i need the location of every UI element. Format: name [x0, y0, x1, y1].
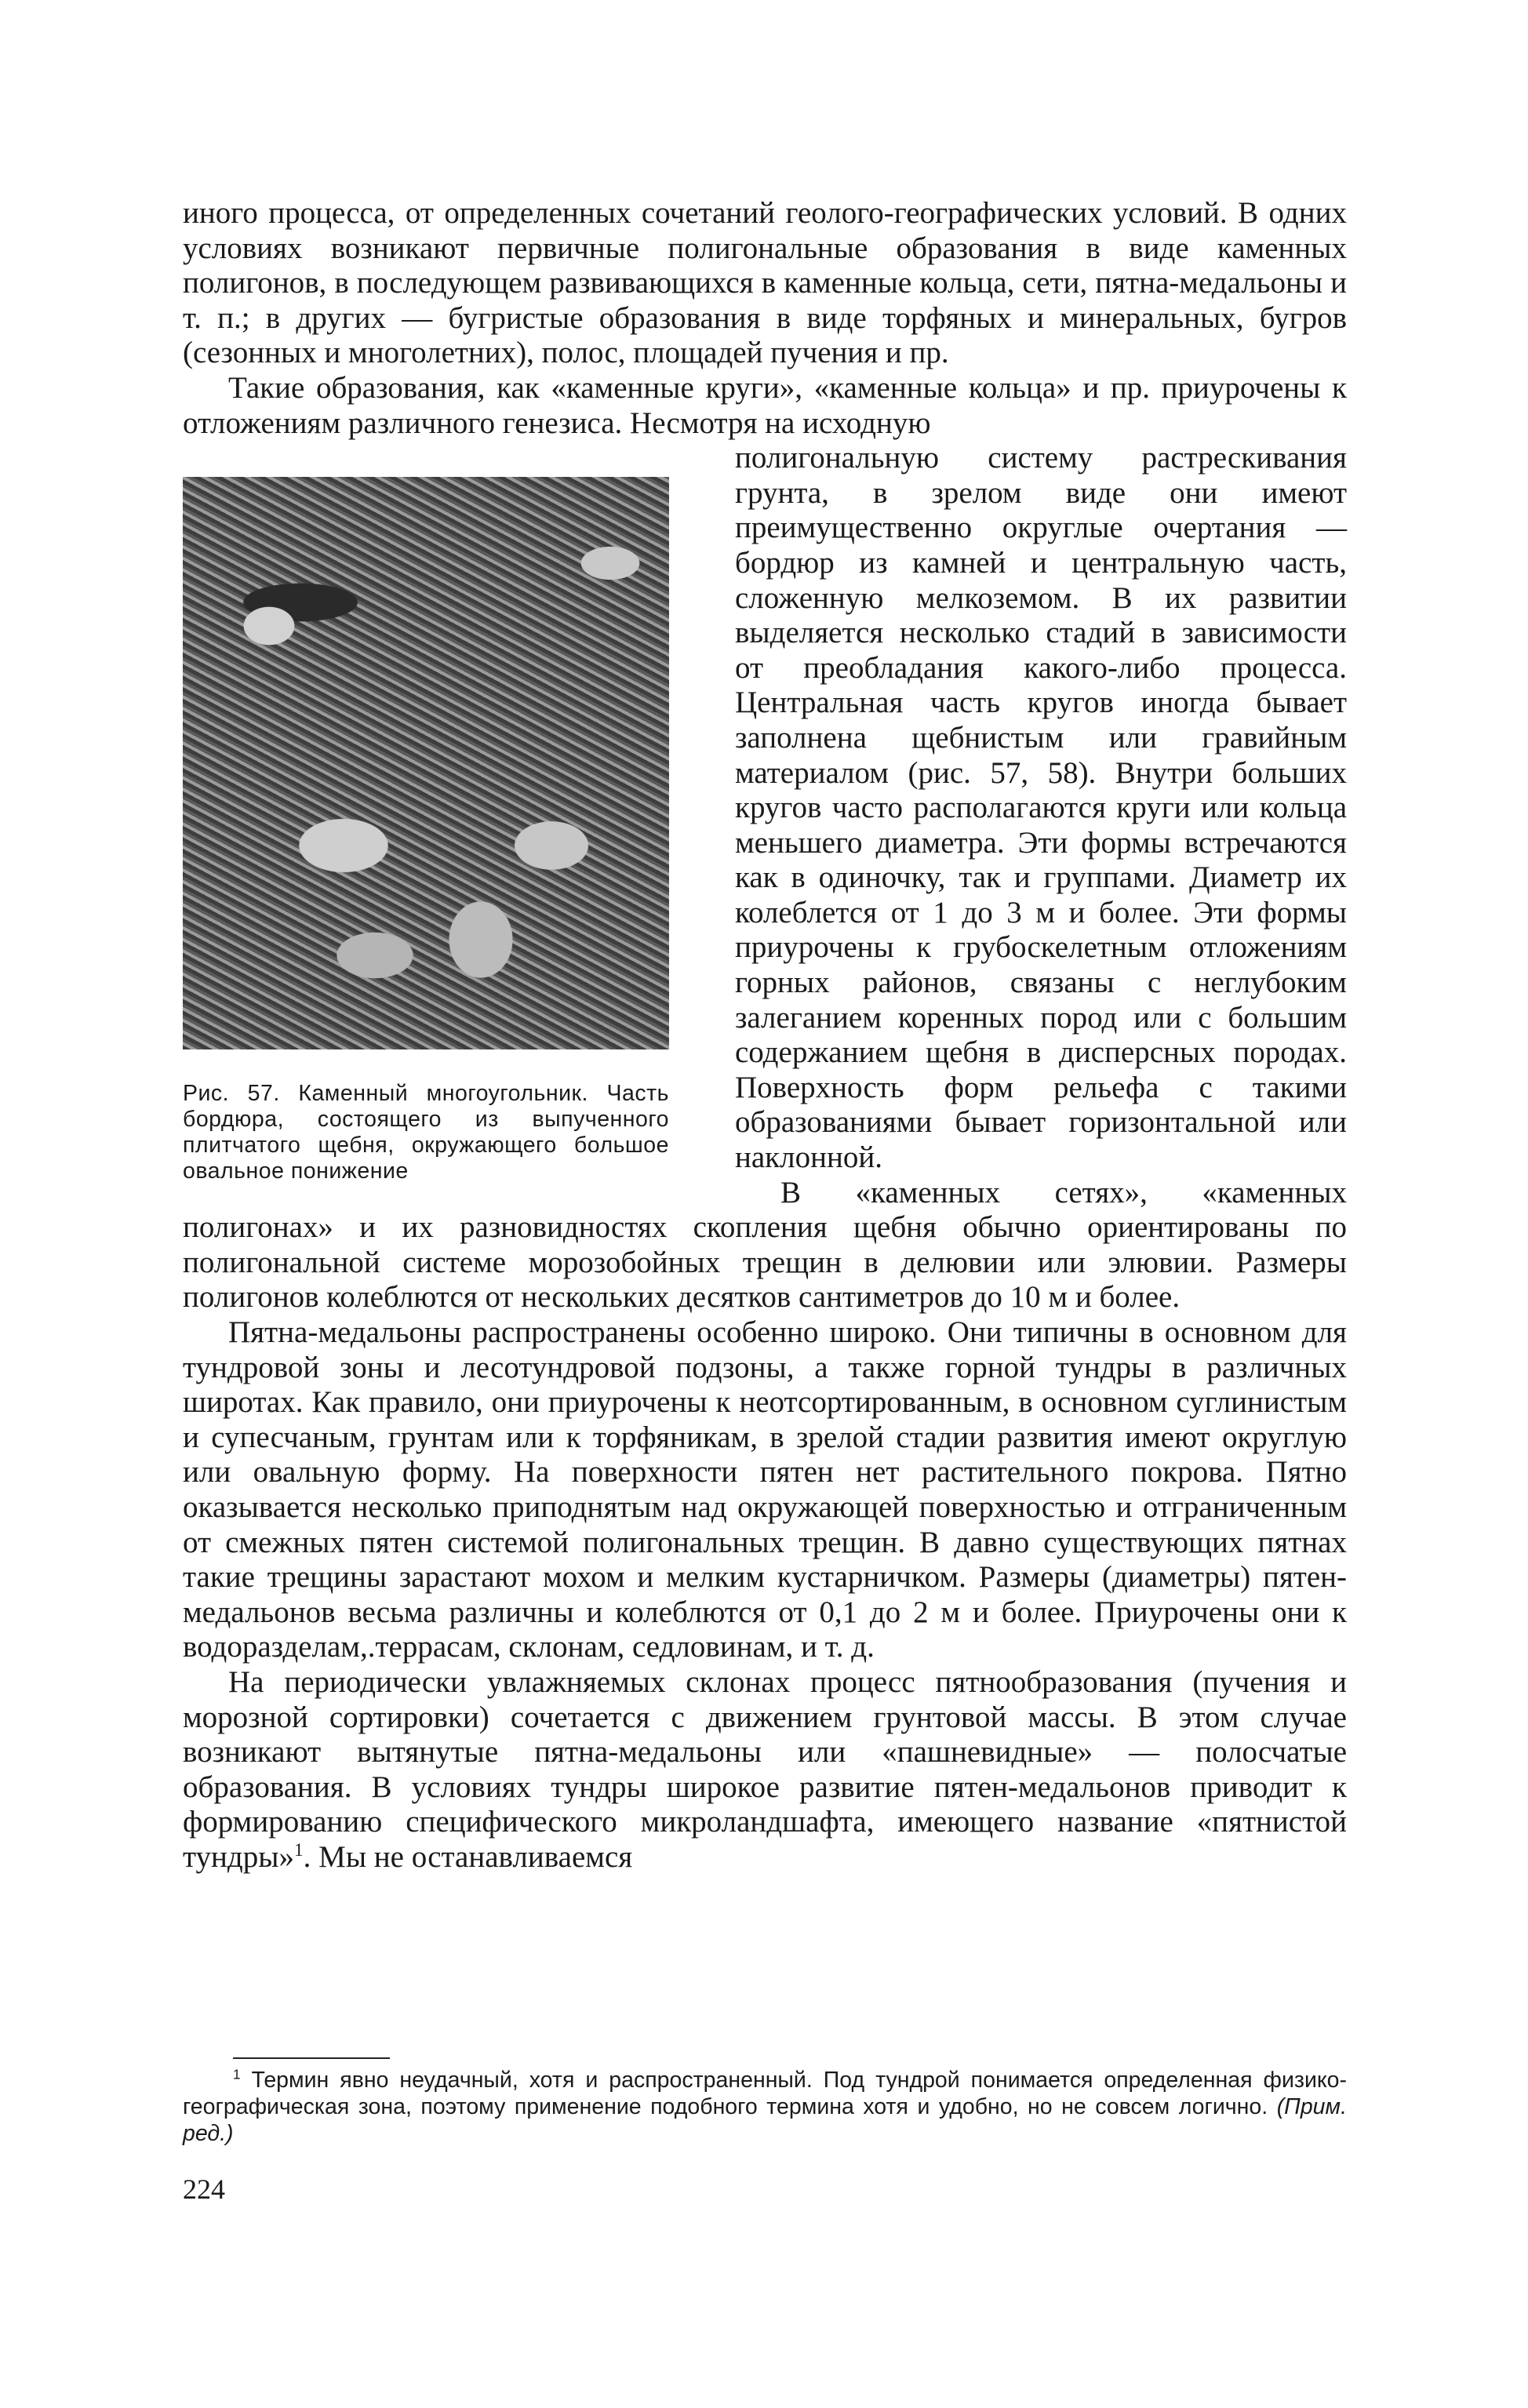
- footnote-text: [183, 2067, 1347, 2147]
- stone-polygon-photo: [183, 477, 669, 1049]
- paragraph-4: Пятна-медальоны распространены особенно широко. Они типичны в основном для тундровой зоны и лесотундровой подзоны, а также горной тундры в различных широтах. Как правило, они приурочены к неотсортированным, в основном суглинистым и супесчаным, грунтам или к торфяникам, в зрелой стадии развития имеют округлую или овальную форму. На поверхности пятен нет растительного покрова. Пятно оказывается несколько приподнятым над окружающей поверхностью и отграниченным от смежных пятен системой полигональных трещин. В давно существующих пятнах такие трещины зарастают мохом и мелким кустарничком. Размеры (диаметры) пятен-медальонов весьма различны и колеблются от 0,1 до 2 м и более. Приурочены они к водоразделам,.террасам, склонам, седловинам, и т. д.: [183, 1315, 1347, 1664]
- figure-57: [183, 446, 700, 1184]
- paragraph-5-text: На периодически увлажняемых склонах процесс пятнообразования (пучения и морозной сортировки) сочетается с движением грунтовой массы. В этом случае возникают вытянутые пятна-медальоны или «пашневидные» — полосчатые образования. В условиях тундры широкое развитие пятен-медальонов приводит к формированию специфического микроландшафта, имеющего название «пятнистой тундры»: [183, 1664, 1347, 1874]
- paragraph-5-end: . Мы не останавливаемся: [303, 1839, 633, 1874]
- paragraph-5: [183, 1665, 1347, 1875]
- footnote-marker: 1: [233, 2067, 241, 2082]
- paragraph-2-cont: [183, 441, 1347, 1184]
- paragraph-2-rest: полигональную систему растрескивания грунта, в зрелом виде они имеют преимущественно округлые очертания — бордюр из камней и центральную часть, сложенную мелкоземом. В их развитии выделяется несколько стадий в зависимости от преобладания какого-либо процесса. Центральная часть кругов иногда бывает заполнена щебнистым или гравийным материалом (рис. 57, 58). Внутри больших кругов часто располагаются круги или кольца меньшего диаметра. Эти формы встречаются как в одиночку, так и группами. Диаметр их колеблется от 1 до 3 м и более. Эти формы приурочены к грубоскелетным отложениям горных районов, связаны с неглубоким залеганием коренных пород или с большим содержанием щебня в дисперсных породах. Поверхность форм рельефа с такими образованиями бывает горизонтальной или наклонной.: [735, 441, 1347, 1175]
- paragraph-2: [183, 371, 1347, 441]
- footnote-editor-note: (Прим. ред.): [183, 2094, 1347, 2146]
- footnote-ref: 1: [293, 1839, 304, 1861]
- footnote-rule: [233, 2057, 390, 2059]
- paragraph-1: иного процесса, от определенных сочетаний геолого-географических условий. В одних условиях возникают первичные полигональные образования в виде каменных полигонов, в последующем развивающихся в каменные кольца, сети, пятна-медальоны и т. п.; в других — бугристые образования в виде торфяных и минеральных, бугров (сезонных и многолетних), полос, площадей пучения и пр.: [183, 196, 1347, 370]
- paragraph-3: В «каменных сетях», «каменных полигонах» и их разновидностях скопления щебня обычно ориентированы по полигональной системе морозобойных трещин в делювии или элювии. Размеры полигонов колеблются от нескольких десятков сантиметров до 10 м и более.: [183, 1175, 1347, 1315]
- page-number: 224: [183, 2173, 225, 2205]
- body-text: [183, 196, 1347, 1875]
- paragraph-2-lead: Такие образования, как «каменные круги», «каменные кольца» и пр. приурочены к отложениям различного генезиса. Несмотря на исходную: [183, 370, 1347, 440]
- footnote-body: Термин явно неудачный, хотя и распространенный. Под тундрой понимается определенная физико-географическая зона, поэтому применение подобного термина хотя и удобно, но не совсем логично.: [183, 2068, 1347, 2119]
- footnote: [183, 2057, 1347, 2147]
- figure-caption: Рис. 57. Каменный многоугольник. Часть бордюра, состоящего из выпученного плитчатого щебня, окружающего большое овальное понижение: [183, 1081, 669, 1184]
